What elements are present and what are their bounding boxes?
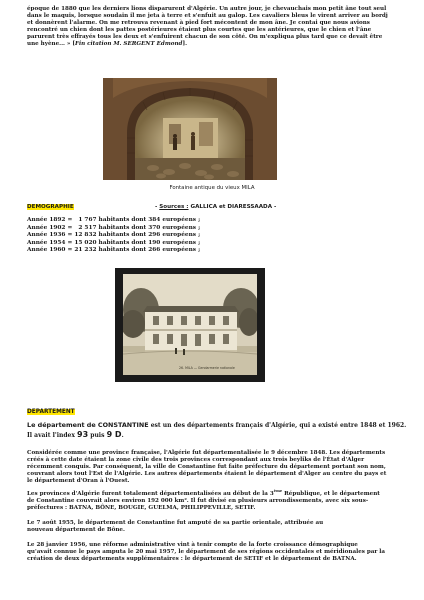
body-line: création de deux départements supplémentaires : le département de SETIF et le département de BATNA. xyxy=(27,555,357,562)
sources-label: Sources : xyxy=(159,204,189,210)
population-row: Année 1954 = 15 020 habitants dont 190 européens ; xyxy=(27,239,201,246)
body-line: Le 7 août 1955, le département de Constantine fut amputé de sa partie orientale, attribuée au xyxy=(27,520,324,526)
postcard-caption: 26. MILA — Gendarmerie nationale xyxy=(179,366,235,370)
departement-index-line xyxy=(27,431,407,441)
body-paragraph-3 xyxy=(27,520,399,534)
index-number-new: 9 D xyxy=(106,429,122,439)
sources-prefix: - xyxy=(155,204,158,210)
index-number: 93 xyxy=(77,429,89,439)
sources-line xyxy=(155,204,276,210)
sources-text: GALLICA et DIARESSAADA - xyxy=(190,204,277,210)
intro-line xyxy=(27,41,399,48)
body-line: le département d'Oran à l'Ouest. xyxy=(27,477,130,484)
intro-line: et donnèrent l'alarme. On me retrouva revenant à pied fort mécontent de mon âne. Je contai que nous avions xyxy=(27,19,370,26)
population-list xyxy=(27,217,200,255)
body-line: Considérée comme une province française, l'Algérie fut départementalisée le 9 décembre 1848. Les départements xyxy=(27,450,386,456)
index-text: . xyxy=(121,431,124,439)
gendarmerie-postcard-image xyxy=(123,274,257,375)
ordinal-superscript: ème xyxy=(273,489,283,493)
fountain-photo xyxy=(103,78,277,180)
intro-paragraph xyxy=(27,6,399,47)
intro-line: époque de 1880 que les derniers lions disparurent d'Algérie. Un autre jour, je chevauchais mon petit âne tout seul xyxy=(27,6,387,12)
demographie-label: DEMOGRAPHIE xyxy=(27,204,74,210)
body-line: couvrant alors tout l'Est de l'Algérie. Les autres départements étaient le département d'Alger au centre du pays et xyxy=(27,470,387,477)
population-row: Année 1892 = 1 767 habitants dont 384 européens ; xyxy=(27,217,201,223)
fountain-photo-caption: Fontaine antique du vieux MILA xyxy=(169,185,255,191)
body-line: qu'avait connue le pays amputa le 20 mai 1957, le département de ses régions occidentales et méridionales par la xyxy=(27,548,386,555)
body-line: créés à cette date étaient la zone civile des trois provinces correspondant aux trois beyliks de l'État d'Alger xyxy=(27,456,365,463)
citation-source: Fin citation M. SERGENT Edmond xyxy=(75,40,183,47)
intro-line: rencontré un chien dont les pattes postérieures étaient plus courtes que les antérieures, que le chien et l'âne xyxy=(27,26,372,33)
body-line: nouveau département de Bône. xyxy=(27,526,125,533)
intro-line-text: une hyène... » [ xyxy=(27,40,76,47)
body-paragraph-1 xyxy=(27,450,399,485)
body-line: Le 28 janvier 1956, une réforme administrative vint à tenir compte de la forte croissance démographique xyxy=(27,542,358,548)
population-row: Année 1936 = 12 832 habitants dont 296 européens ; xyxy=(27,232,201,239)
departement-name: Le département de CONSTANTINE xyxy=(27,421,149,429)
intro-line-text: ]. xyxy=(182,40,188,47)
body-line: préfectures : BATNA, BÔNE, BOUGIE, GUELMA, PHILIPPEVILLE, SETIF. xyxy=(27,504,256,511)
body-line-text: Les provinces d'Algérie furent totalement départementalisées au début de la 3 xyxy=(27,490,274,497)
departement-label: DEPARTEMENT xyxy=(27,409,75,415)
index-text: puis xyxy=(88,431,107,439)
body-paragraph-4 xyxy=(27,542,399,563)
body-line xyxy=(27,488,399,498)
index-text: Il avait l'index xyxy=(27,431,78,439)
body-line: récemment conquis. Par conséquent, la ville de Constantine fut faite préfecture du département portant son nom, xyxy=(27,463,386,470)
population-row: Année 1902 = 2 517 habitants dont 370 européens ; xyxy=(27,224,201,231)
intro-line: parurent très effrayés tous les deux et s'enfuirent chacun de son côté. On m'expliqua plus tard que ce devait être xyxy=(27,33,383,40)
body-paragraph-2 xyxy=(27,488,399,512)
fountain-photo-image xyxy=(103,78,277,180)
population-row: Année 1960 = 21 232 habitants dont 266 européens ; xyxy=(27,247,201,254)
body-line: de Constantine couvrait alors environ 192 000 km². Il fut divisé en plusieurs arrondissements, avec six sous- xyxy=(27,497,369,504)
departement-heading xyxy=(27,409,75,415)
intro-line: dans le maquis, lorsque soudain il me jeta à terre et s'enfuit au galop. Les cavaliers bleus le virent arriver au bordj xyxy=(27,12,388,19)
body-line-text: République, et le département xyxy=(282,490,380,497)
departement-title-text: est un des départements français d'Algérie, qui a existé entre 1848 et 1962. xyxy=(148,422,407,429)
gendarmerie-postcard xyxy=(115,268,265,382)
departement-title xyxy=(27,421,407,440)
